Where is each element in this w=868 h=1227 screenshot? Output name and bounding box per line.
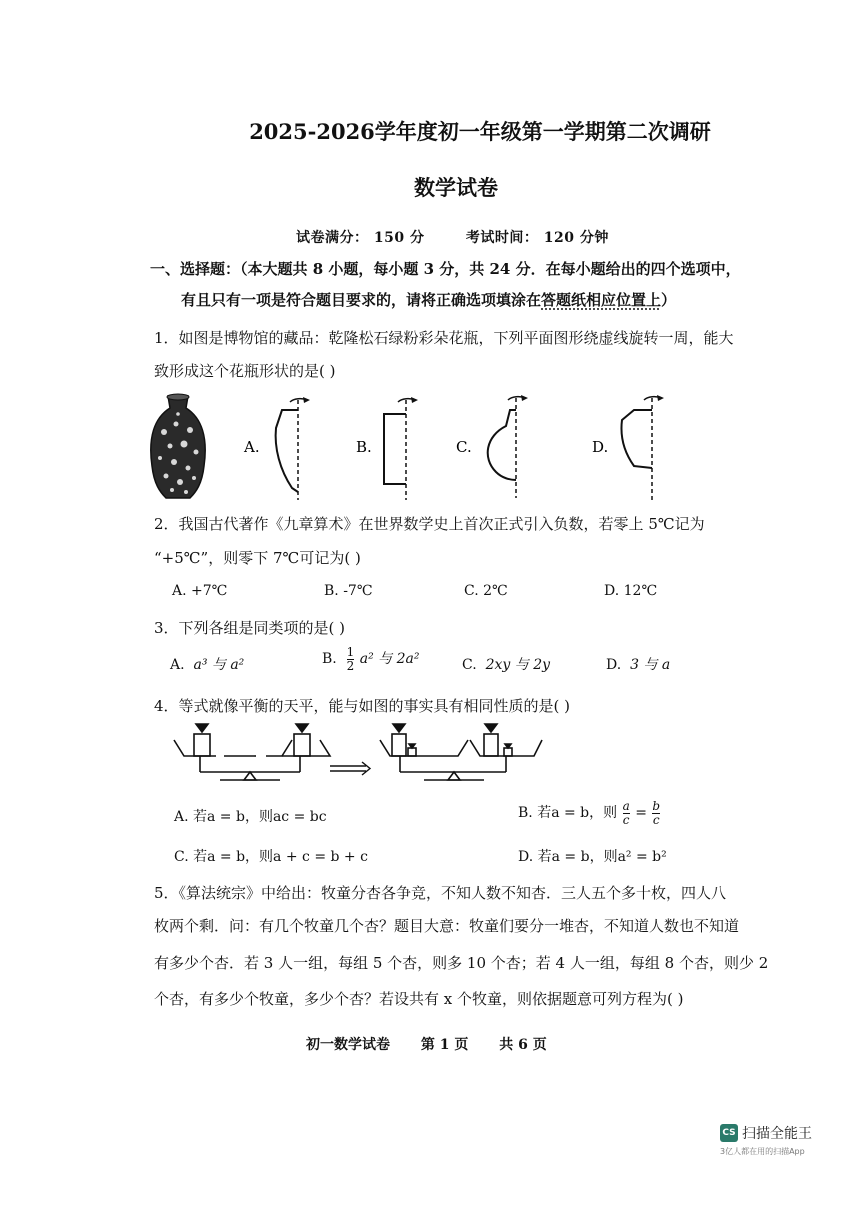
section-heading-line2: 有且只有一项是符合题目要求的，请将正确选项填涂在答题纸相应位置上）	[181, 291, 677, 309]
q1-option-c-label: C.	[456, 438, 472, 456]
emphasis: 答题纸相应位置上	[541, 291, 662, 309]
q4-option-a: A. 若a = b，则ac = bc	[174, 809, 327, 825]
balance-left	[174, 724, 330, 780]
q1-option-d-shape	[622, 395, 665, 500]
q4-option-b: B. 若a = b，则 $\frac{a}{c}$ = $\frac{b}{c}$	[518, 799, 661, 827]
page-footer	[306, 1034, 573, 1054]
exam-title: 2025-2026学年度初一年级第一学期第二次调研	[249, 119, 711, 144]
q5-line1: 5．《算法统宗》中给出：牧童分杏各争竞，不知人数不知杏．三人五个多十枚，四人八	[154, 884, 727, 902]
q2-line2: “+5℃”，则零下 7℃可记为( )	[154, 549, 361, 567]
q5-line3: 有多少个杏．若 3 人一组，每组 5 个杏，则多 10 个杏；若 4 人一组，每组 8 个杏，则少 2	[154, 954, 769, 972]
q1-option-c-shape	[488, 395, 528, 498]
q2-option-b: B. -7℃	[324, 583, 373, 599]
scanner-watermark	[720, 1122, 812, 1157]
q3-option-b: B. $\frac{1}{2}$ a² 与 2a²	[322, 645, 420, 673]
q4-option-c: C. 若a = b，则a + c = b + c	[174, 849, 368, 865]
exam-subject: 数学试卷	[414, 175, 498, 200]
q3-stem: 3．下列各组是同类项的是( )	[154, 619, 346, 637]
q1-line2: 致形成这个花瓶形状的是( )	[154, 362, 336, 380]
exam-time: 考试时间： 120 分钟	[465, 230, 609, 246]
q1-option-d-label: D.	[592, 438, 609, 456]
balance-right	[380, 724, 542, 780]
q2-line1: 2．我国古代著作《九章算术》在世界数学史上首次正式引入负数，若零上 5℃记为	[154, 515, 705, 533]
q5-line2: 枚两个剩．问：有几个牧童几个杏？题目大意：牧童们要分一堆杏，不知道人数也不知道	[154, 917, 740, 935]
camscanner-logo-icon: CS	[720, 1124, 738, 1142]
section-heading-line1: 一、选择题：（本大题共 8 小题，每小题 3 分，共 24 分．在每小题给出的四个选项中，	[150, 260, 741, 278]
q2-option-d: D. 12℃	[604, 583, 658, 599]
q2-option-a: A. +7℃	[172, 583, 228, 599]
q3-option-a: A. a³ 与 a²	[170, 657, 245, 673]
vase-image	[151, 394, 205, 498]
q1-option-a-shape	[276, 397, 310, 500]
q1-option-a-label: A.	[244, 438, 260, 456]
footer-page: 第 1 页	[420, 1037, 469, 1053]
watermark-subtitle: 3亿人都在用的扫描App	[720, 1146, 805, 1156]
arrow-implies	[330, 762, 370, 775]
q1-figures	[150, 388, 670, 506]
q1-option-b-shape	[384, 397, 418, 500]
footer-name: 初一数学试卷	[306, 1037, 390, 1053]
q2-option-c: C. 2℃	[464, 583, 508, 599]
q5-line4: 个杏，有多少个牧童，多少个杏？若设共有 x 个牧童，则依据题意可列方程为( )	[154, 990, 684, 1008]
full-score: 试卷满分： 150 分	[296, 230, 425, 246]
q4-option-d: D. 若a = b，则a² = b²	[518, 849, 667, 865]
watermark-name: 扫描全能王	[742, 1125, 812, 1142]
q1-line1: 1．如图是博物馆的藏品：乾隆松石绿粉彩朵花瓶，下列平面图形绕虚线旋转一周，能大	[154, 329, 734, 347]
balance-diagram	[170, 718, 550, 786]
q3-option-d: D. 3 与 a	[606, 657, 671, 673]
q1-option-b-label: B.	[356, 438, 372, 456]
q4-stem: 4．等式就像平衡的天平，能与如图的事实具有相同性质的是( )	[154, 697, 571, 715]
fraction-half: $\frac{1}{2}$	[346, 645, 355, 673]
exam-meta	[296, 227, 645, 247]
footer-total: 共 6 页	[499, 1037, 547, 1053]
q3-option-c: C. 2xy 与 2y	[462, 657, 551, 673]
